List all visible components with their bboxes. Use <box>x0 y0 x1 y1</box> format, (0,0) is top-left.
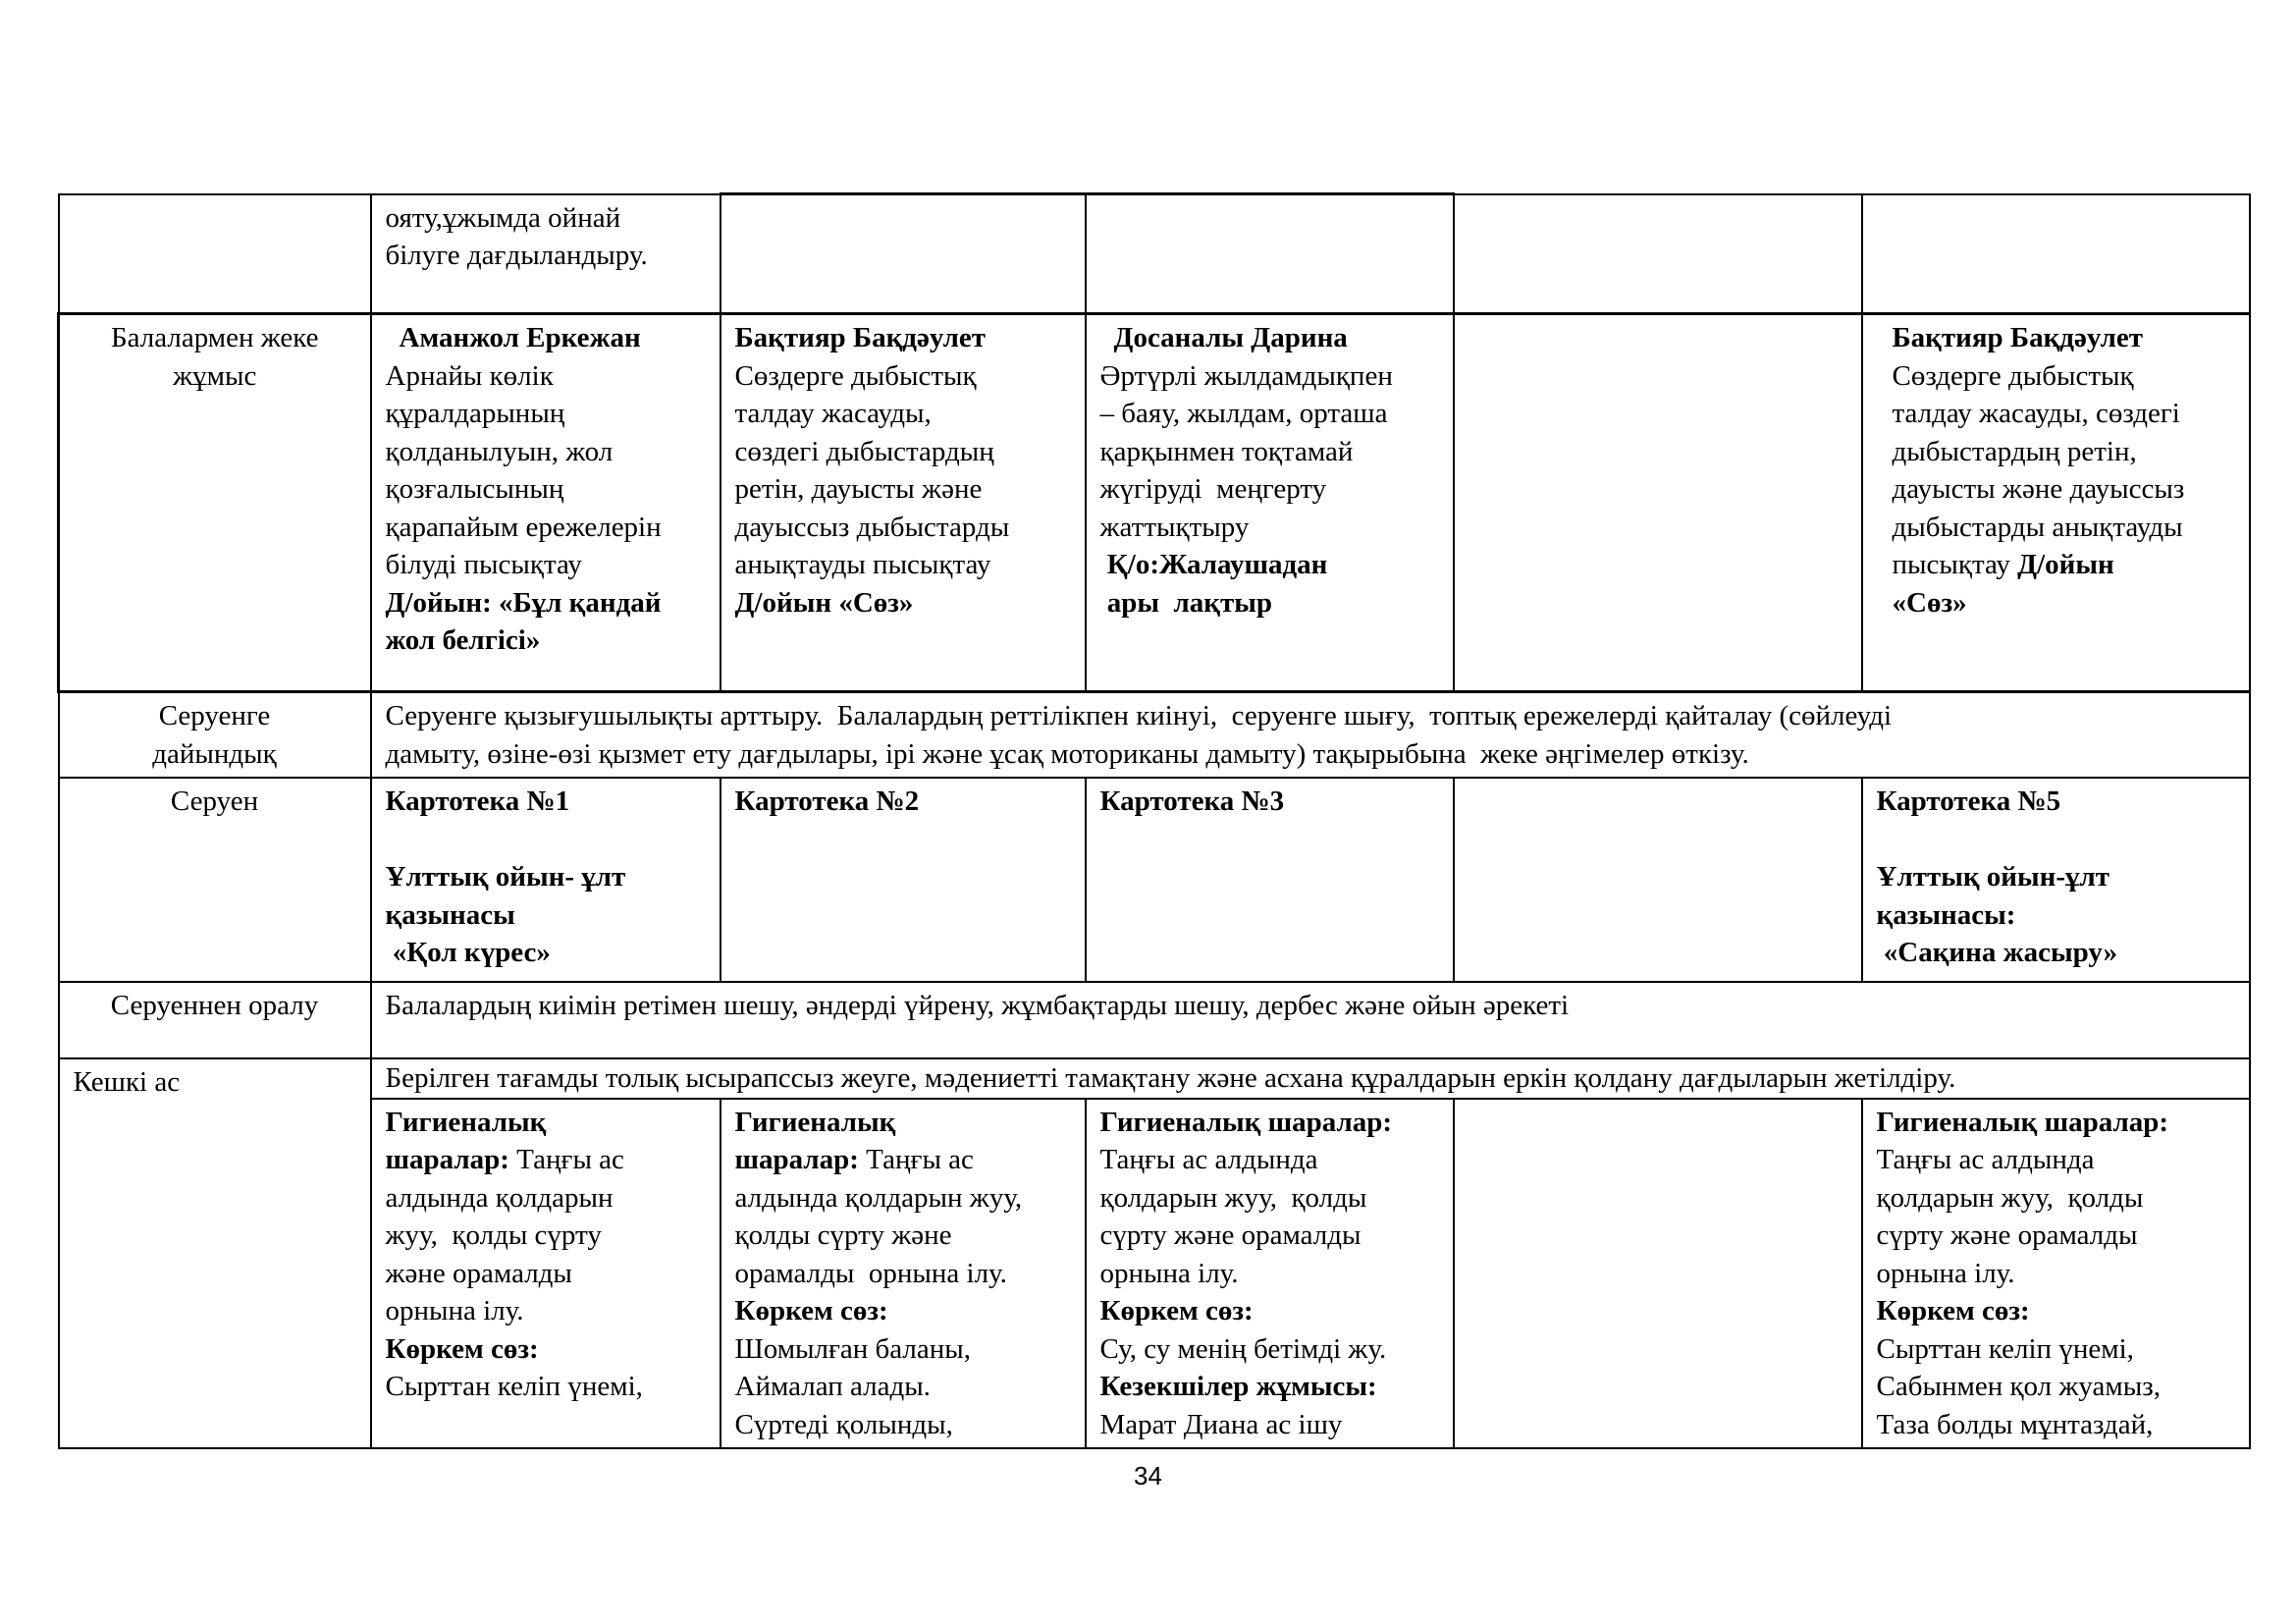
empty-cell <box>721 194 1086 314</box>
individual-work-mon <box>371 314 721 692</box>
text-line: білуді пысықтау <box>385 549 582 580</box>
text-line: Марат Диана ас ішу <box>1099 1408 1343 1440</box>
text-line: Берілген тағамды толық ысырапссыз жеуге, мәдениетті тамақтану және асхана құралдарын еркін қолдану дағдыларын жетілдіру. <box>385 1062 1956 1094</box>
text-line: және орамалды <box>385 1257 572 1289</box>
label-line: жұмыс <box>173 359 257 392</box>
text-line: Таңғы ас алдында <box>1876 1144 2095 1175</box>
text-line: Сөздерге дыбыстық <box>734 359 977 392</box>
text-line: Балалардың киімін ретімен шешу, әндерді үйрену, жұмбақтарды шешу, дербес және ойын әрекеті <box>385 990 1570 1021</box>
text-line: Су, су менің бетімді жу. <box>1099 1332 1387 1365</box>
text-line: алдында қолдарын <box>385 1181 614 1214</box>
schedule-page <box>57 192 2248 1449</box>
text-line: құралдарының <box>385 398 565 429</box>
text-line: анықтауды пысықтау <box>734 549 991 580</box>
row-label-individual-work <box>59 314 371 692</box>
individual-work-fri <box>1862 314 2250 692</box>
text-line: қарапайым ережелерін <box>385 511 662 543</box>
card-title: Картотека №1 <box>385 785 570 817</box>
text-line: қолды сүрту және <box>734 1219 952 1251</box>
table-row <box>59 1099 2250 1449</box>
empty-cell <box>1454 194 1862 314</box>
hygiene-fri <box>1862 1099 2250 1449</box>
row-label-return <box>59 982 371 1058</box>
table-row <box>59 1058 2250 1099</box>
text-line: қазынасы: <box>1876 898 2016 931</box>
text-line: талдау жасауды, сөздегі <box>1892 398 2180 429</box>
walk-thu <box>1454 778 1862 982</box>
text-line: қолданылуын, жол <box>385 435 614 467</box>
text-line: Көркем сөз: <box>1099 1295 1254 1326</box>
text-line: қозғалысының <box>385 473 564 505</box>
card-title: Картотека №3 <box>1099 785 1285 817</box>
text-line: білуге дағдыландыру. <box>385 240 648 271</box>
text-line: Сырттан келіп үнемі, <box>1876 1332 2134 1365</box>
text-line: Ұлттық ойын- ұлт <box>385 861 626 893</box>
text-line: Сөздерге дыбыстық <box>1892 359 2134 392</box>
text-line: Кезекшілер жұмысы: <box>1099 1371 1377 1402</box>
empty-cell <box>1862 194 2250 314</box>
child-name: Бақтияр Бақдәулет <box>734 322 986 353</box>
text-line: дыбыстардың ретін, <box>1892 435 2137 467</box>
text-line: орнына ілу. <box>1099 1257 1239 1289</box>
text-line: дауысты және дауыссыз <box>1892 473 2185 505</box>
game-title: «Қол күрес» <box>385 937 551 968</box>
child-name: Аманжол Еркежан <box>399 322 641 353</box>
table-row <box>59 982 2250 1058</box>
table-row <box>59 778 2250 982</box>
text-line: орнына ілу. <box>385 1295 524 1326</box>
text-line: Көркем сөз: <box>385 1332 539 1365</box>
text-line: сүрту және орамалды <box>1876 1219 2138 1251</box>
text-line <box>1893 546 2235 584</box>
label-line: Серуен <box>170 785 259 817</box>
text-line: Гигиеналық <box>385 1106 547 1138</box>
text-line: Ұлттық ойын-ұлт <box>1876 861 2110 893</box>
game-label: Д/ойын <box>2017 549 2114 580</box>
table-row <box>59 194 2250 314</box>
text-line: Әртүрлі жылдамдықпен <box>1099 359 1393 392</box>
text-line: жуу, қолды сүрту <box>385 1219 602 1251</box>
spacer-line <box>1877 821 2235 859</box>
text-line: жүгіруді меңгерту <box>1099 473 1327 505</box>
card-title: Картотека №2 <box>734 785 920 817</box>
text-fragment: шаралар: <box>385 1144 509 1175</box>
text-line: Көркем сөз: <box>734 1295 888 1326</box>
row-label-supper <box>59 1058 371 1448</box>
row-label-empty <box>59 194 371 314</box>
game-title: Қ/о:Жалаушадан <box>1099 549 1328 580</box>
walk-prep-text <box>371 692 2250 779</box>
text-line: Арнайы көлік <box>385 359 554 392</box>
game-title: «Сақина жасыру» <box>1876 937 2118 968</box>
text-line: дамыту, өзіне-өзі қызмет ету дағдылары, ірі және ұсақ моториканы дамыту) тақырыбына жеке әңгімелер өткізу. <box>385 737 1749 770</box>
empty-cell <box>1086 194 1454 314</box>
child-name: Бақтияр Бақдәулет <box>1892 322 2143 353</box>
game-title: Д/ойын «Сөз» <box>734 586 914 619</box>
individual-work-tue <box>721 314 1086 692</box>
text-fragment: Таңғы ас <box>508 1144 624 1175</box>
hygiene-mon <box>371 1099 721 1449</box>
page-number: 34 <box>1134 1461 1162 1490</box>
game-title: «Сөз» <box>1892 586 1967 619</box>
label-line: Серуеннен оралу <box>110 990 319 1021</box>
row-label-walk <box>59 778 371 982</box>
text-line: Көркем сөз: <box>1876 1295 2030 1326</box>
text-line: Сүртеді қолынды, <box>734 1408 953 1440</box>
table-row <box>59 314 2250 692</box>
text-line: қазынасы <box>385 898 515 931</box>
individual-work-thu <box>1454 314 1862 692</box>
text-line: жаттықтыру <box>1099 511 1250 543</box>
row-label-walk-prep <box>59 692 371 779</box>
text-line: қарқынмен тоқтамай <box>1099 435 1354 467</box>
spacer-line <box>386 821 706 859</box>
label-line: Кешкі ас <box>73 1066 181 1098</box>
text-line: Гигиеналық <box>734 1106 896 1138</box>
text-line: орамалды орнына ілу. <box>734 1257 1007 1289</box>
text-line: дауыссыз дыбыстарды <box>734 511 1010 543</box>
text-line: Шомылған баланы, <box>734 1332 972 1365</box>
text-line: Сабынмен қол жуамыз, <box>1876 1371 2161 1402</box>
text-line: сөздегі дыбыстардың <box>734 435 994 467</box>
walk-fri <box>1862 778 2250 982</box>
walk-wed <box>1086 778 1454 982</box>
text-line: Сырттан келіп үнемі, <box>385 1371 643 1402</box>
text-line: Гигиеналық шаралар: <box>1099 1106 1393 1138</box>
text-line: қолдарын жуу, қолды <box>1876 1181 2144 1214</box>
table-row <box>59 692 2250 779</box>
text-line: Серуенге қызығушылықты арттыру. Балалардың реттілікпен киінуі, серуенге шығу, топтық ережелерді қайталау (сөйлеуді <box>385 700 1893 731</box>
text-line: орнына ілу. <box>1876 1257 2015 1289</box>
hygiene-tue <box>721 1099 1086 1449</box>
child-name: Досаналы Дарина <box>1113 322 1348 353</box>
text-line: Аймалап алады. <box>734 1371 931 1402</box>
text-line <box>386 1141 706 1179</box>
text-line: қолдарын жуу, қолды <box>1099 1181 1367 1214</box>
walk-tue <box>721 778 1086 982</box>
text-line: алдында қолдарын жуу, <box>734 1181 1023 1214</box>
text-line: Таңғы ас алдында <box>1099 1144 1318 1175</box>
text-line: – баяу, жылдам, орташа <box>1099 398 1388 429</box>
walk-mon <box>371 778 721 982</box>
text-line: дыбыстарды анықтауды <box>1892 511 2183 543</box>
supper-text <box>371 1058 2250 1099</box>
text-line: талдау жасауды, <box>734 398 932 429</box>
text-line: ретін, дауысты және <box>734 473 983 505</box>
label-line: дайындық <box>152 737 277 770</box>
text-line: Таза болды мұнтаздай, <box>1876 1408 2154 1440</box>
card-title: Картотека №5 <box>1876 785 2061 817</box>
individual-work-wed <box>1086 314 1454 692</box>
hygiene-thu <box>1454 1099 1862 1449</box>
hygiene-wed <box>1086 1099 1454 1449</box>
text-fragment: шаралар: <box>734 1144 859 1175</box>
text-line: ояту,ұжымда ойнай <box>385 201 621 234</box>
continuation-cell <box>371 194 721 314</box>
text-line <box>735 1141 1071 1179</box>
text-fragment: Таңғы ас <box>858 1144 974 1175</box>
text-line: Гигиеналық шаралар: <box>1876 1106 2169 1138</box>
daily-plan-table <box>57 192 2251 1449</box>
game-title: жол белгісі» <box>385 624 541 656</box>
label-line: Серуенге <box>158 700 271 731</box>
text-line: сүрту және орамалды <box>1099 1219 1362 1251</box>
game-title: Д/ойын: «Бұл қандай <box>385 586 662 619</box>
return-text <box>371 982 2250 1058</box>
text-fragment: пысықтау <box>1892 549 2018 580</box>
game-title: ары лақтыр <box>1099 586 1273 619</box>
label-line: Балалармен жеке <box>110 322 319 353</box>
